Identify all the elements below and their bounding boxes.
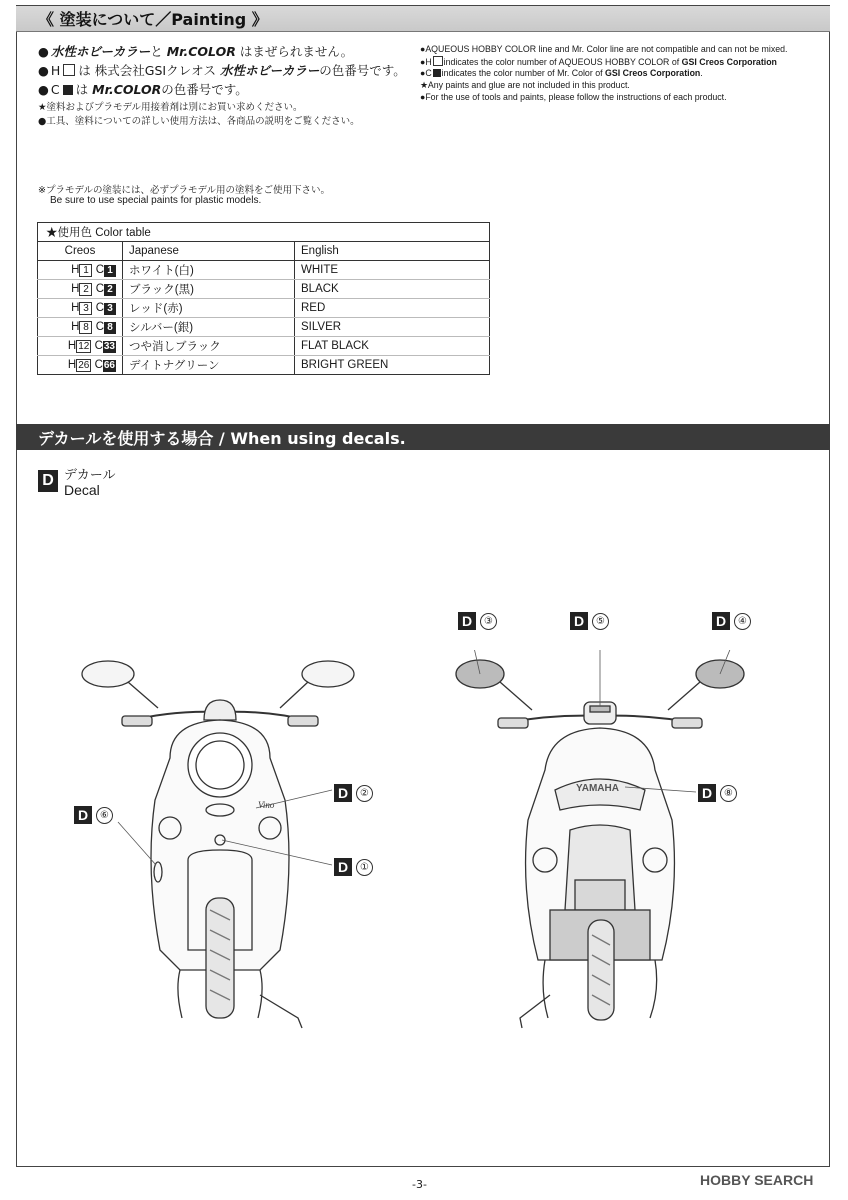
jp-line-2: ● H は 株式会社GSIクレオス 水性ホビーカラーの色番号です。 [38, 61, 406, 79]
table-row: H 8 C 8 シルバー(銀) SILVER [38, 318, 490, 337]
jp-line-3: ● C は Mr.COLORの色番号です。 [38, 80, 248, 98]
jp-note-1: ★塗料およびプラモデル用接着剤は別にお買い求めください。 [38, 102, 303, 113]
scooter-front-illustration [70, 650, 370, 1040]
en-line-2: ●H indicates the color number of AQUEOUS HOBBY COLOR of GSI Creos Corporation [420, 57, 777, 67]
table-row: H 2 C 2 ブラック(黒) BLACK [38, 280, 490, 299]
callout-decal-6: D ⑥ [74, 806, 113, 824]
decal-legend-badge: D [38, 470, 58, 492]
scooter-rear-illustration [450, 650, 760, 1040]
table-row: H 12 C33 つや消しブラック FLAT BLACK [38, 337, 490, 356]
jp-line-1: ● 水性ホビーカラーと Mr.COLOR はまぜられません。 [38, 42, 353, 60]
en-line-1: ●AQUEOUS HOBBY COLOR line and Mr. Color line are not compatible and can not be mixed. [420, 44, 788, 54]
callout-decal-4: D ④ [712, 612, 751, 630]
c-square-icon [433, 69, 441, 77]
callout-decal-8: D ⑧ [698, 784, 737, 802]
decals-header: デカールを使用する場合 / When using decals. [16, 424, 830, 450]
color-table-title: ★使用色 Color table [38, 223, 490, 242]
painting-header: 《 塗装について／Painting 》 [16, 6, 830, 32]
vino-logo-text: Vino [258, 800, 275, 810]
callout-decal-2: D ② [334, 784, 373, 802]
watermark: HOBBY SEARCH [700, 1172, 814, 1188]
yamaha-logo-text: YAMAHA [576, 783, 619, 794]
col-header-japanese: Japanese [123, 242, 295, 261]
callout-decal-1: D ① [334, 858, 373, 876]
plastic-note-jp: ※プラモデルの塗装には、必ずプラモデル用の塗料をご使用下さい。 [38, 185, 331, 196]
en-line-5: ●For the use of tools and paints, please follow the instructions of each product. [420, 92, 727, 102]
h-square-icon [433, 56, 443, 66]
table-row: H 1 C 1 ホワイト(白) WHITE [38, 261, 490, 280]
col-header-english: English [295, 242, 490, 261]
col-header-creos: Creos [38, 242, 123, 261]
decal-legend-jp: デカール [64, 468, 116, 483]
table-row: H 26 C66 デイトナグリーン BRIGHT GREEN [38, 356, 490, 375]
en-line-4: ★Any paints and glue are not included in this product. [420, 80, 630, 90]
plastic-note-en: Be sure to use special paints for plastic models. [50, 195, 262, 206]
en-line-3: ●C indicates the color number of Mr. Color of GSI Creos Corporation. [420, 68, 703, 78]
h-square-icon [63, 64, 75, 76]
color-table [37, 222, 490, 375]
page-number: -3- [412, 1178, 427, 1191]
callout-decal-5: D ⑤ [570, 612, 609, 630]
decal-legend-en: Decal [64, 482, 100, 498]
jp-note-2: ●工具、塗料についての詳しい使用方法は、各商品の説明をご覧ください。 [38, 116, 360, 127]
c-square-icon [63, 85, 73, 95]
callout-decal-3: D ③ [458, 612, 497, 630]
table-row: H 3 C 3 レッド(赤) RED [38, 299, 490, 318]
